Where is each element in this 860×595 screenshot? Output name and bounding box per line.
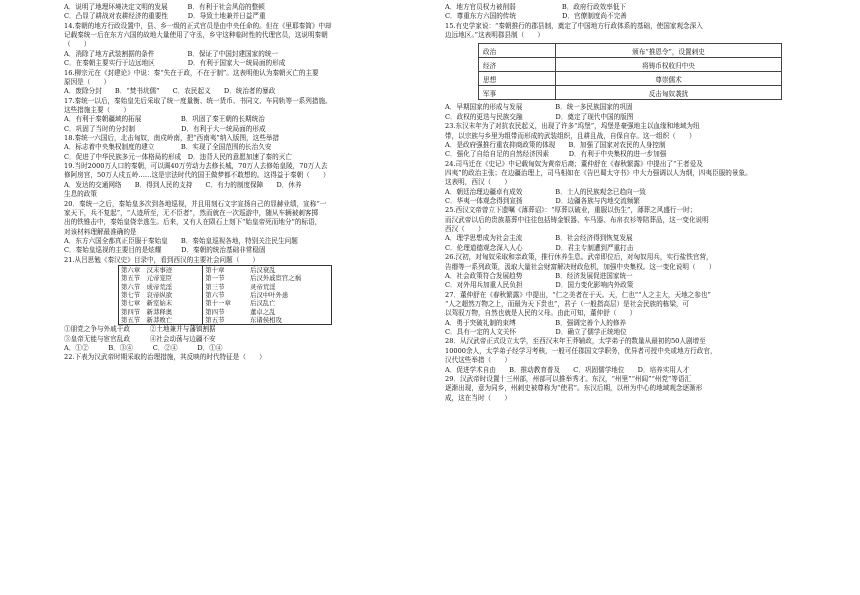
toc-cell: 第四节 <box>205 307 225 316</box>
text-line: A．有利于秦朝疆域的拓展 B．巩固了秦王朝的长期统治 <box>64 115 265 124</box>
policy-measure: 反击匈奴袭扰 <box>556 86 782 100</box>
text-line: 逐渐出现，意为同乡，州刺史被尊称为“使君”。东汉后期，以州为中心的地域观念逐渐形 <box>445 384 703 393</box>
text-line: 29．汉武帝时设置十三州部，州部可以推举秀才。东汉，“州里”“州闾”“州党”等语汇 <box>445 374 692 383</box>
text-line: C．强化了自给自足的自然经济因素 D．有利于中央集权的进一步加强 <box>445 150 667 159</box>
text-line: C．促进了中华民族多元一体格局的形成 D．违背人民的意愿加速了秦的灭亡 <box>64 152 292 161</box>
toc-row <box>119 291 332 299</box>
text-line: “人之超然万物之上，而最为天下贵也”，君子（一般指高层）是社会民族的栋梁，可 <box>445 299 690 308</box>
text-line: A．朝廷治理边疆卓有成效 B．士人的民族观念已趋向一致 <box>445 187 646 196</box>
text-line: 26.汉初，对匈奴采取和亲政策，推行休养生息。武帝即位后，对匈奴用兵，实行盐铁官营， <box>445 253 713 262</box>
text-line: A．社会政策符合发展趋势 B．经济发展促进国家统一 <box>445 271 633 280</box>
toc-row <box>119 308 332 316</box>
text-line: A．①② B．③④ C．②④ D．①④ <box>64 343 223 352</box>
text-line: 记载秦统一后在东方六国的故地大量使用了守丞，乡守这种临时性的代理官员，这说明秦朝 <box>64 31 328 40</box>
policy-row <box>479 86 782 100</box>
text-line: C．伦理道德观念深入人心 D．君主专制遭到严重打击 <box>445 243 634 252</box>
toc-cell: 第六章 汉末事迹 <box>119 266 203 275</box>
text-line: 20．秦统一之后，秦始皇多次到各地巡视，并且用刻石文字宣扬自己的显赫业绩，宣称“一 <box>64 199 327 208</box>
text-line: C．对外用兵加重人民负担 D．国力变化影响内外政策 <box>445 281 634 290</box>
toc-row <box>119 274 332 282</box>
text-line: A．地方官员权力被削弱 B．政府行政效率低下 <box>445 3 627 11</box>
text-line: C．尊重东方六国的传统 D．官僚制度尚不完善 <box>445 12 627 21</box>
text-line: C．凸显了耕战对农耕经济的重要性 D．导致土地兼并日益严重 <box>64 12 266 21</box>
left-questions-bottom <box>64 325 444 362</box>
toc-row <box>119 299 332 307</box>
text-line: 19.当时2000万人口的秦朝，可以调40万劳动力去修长城，70万人去修始皇陵，70万人去 <box>64 162 328 171</box>
table-of-contents <box>118 265 332 325</box>
text-line: 21.从吕思勉《秦汉史》目录中，看到西汉的主要社会问题（ ） <box>64 255 260 264</box>
text-line: 23.东汉末年为了对抗农民起义，出现了许多“坞堡”，坞堡是豪强地主以血缘和地域为纽 <box>445 122 700 131</box>
toc-cell: 第五节 <box>205 315 225 324</box>
text-line: 告缗等一系列政策，汲取大量社会财富解决财政危机，加强中央集权。这一变化说明（ ） <box>445 262 716 271</box>
text-line: 25.西汉文帝曾立下遗嘱《薄葬诏》：“厚葬以破业，重服以伤生”，薄葬之风盛行一时； <box>445 206 697 215</box>
toc-cell: 董卓之乱 <box>249 307 276 316</box>
text-line: 10000余人，太学弟子经学习考核，一般可任郡国文学职务，优异者可授中央或地方行政官， <box>445 346 717 355</box>
text-line: 对该材料理解最准确的是 <box>64 227 137 236</box>
text-line: A．废除分封 B．“焚书坑儒” C．农民起义 D．统治者的暴政 <box>64 87 276 96</box>
policy-row <box>479 44 782 58</box>
text-line: A．消除了地方武装割据的条件 B．保证了中国封建国家的统一 <box>64 49 279 58</box>
policy-category: 思想 <box>479 72 556 86</box>
text-line: A．说明了地理环境决定文明的发展 B．有利于社会风俗的整顿 <box>64 3 265 11</box>
text-line: 28．从汉武帝正式设立太学，至西汉末年王莽辅政，太学弟子的数量从最初的50人剧增至 <box>445 337 706 346</box>
text-line: 22.下表为汉武帝时期采取的治理措施，其反映的时代特征是（ ） <box>64 353 266 362</box>
right-column <box>445 3 825 403</box>
toc-cell: 第六节 成帝荒淫 <box>119 283 203 291</box>
text-line: 原因是（ ） <box>64 77 111 86</box>
toc-cell: 灵帝荒淫 <box>249 282 276 291</box>
text-line: C．具有一定的人文关怀 D．确立了儒学正统地位 <box>445 328 627 337</box>
text-line: C．秦始皇巡视的主要目的是炫耀 D．秦朝的统治基础非常稳固 <box>64 246 266 255</box>
text-line: A．勇于突破礼制的束缚 B．强调完善个人的修养 <box>445 318 627 327</box>
text-line: 而汉武帝以后的贵族墓葬中往往包括铸金银器、车马器、布帛衣衫等陪葬品，这一变化说明 <box>445 215 709 224</box>
text-line: A．东方六国全都真正臣服于秦始皇 B．秦始皇巡视各地，特别关注民生问题 <box>64 236 298 245</box>
text-line: 带，以宗族与乡里为组带而形成的武装组织，且耕且战，自保自存。这一组织（ ） <box>445 131 696 140</box>
policy-measure: 将铸币权收归中央 <box>556 58 782 72</box>
toc-cell: 后汉外戚宦官之祸 <box>249 274 302 283</box>
toc-cell: 第四节 新莽释奥 <box>119 308 203 316</box>
toc-cell: 第三节 <box>205 282 225 291</box>
toc-cell: 东诸侯相攻 <box>249 315 282 324</box>
text-line: A．理学思想成为社会主流 B．社会经济得到恢复发展 <box>445 234 633 243</box>
toc-row <box>119 316 332 325</box>
text-line: A．促进学术自由 B．推动教育普及 C．巩固儒学地位 D．培养实用人才 <box>445 365 690 374</box>
text-line: 生息的政策 <box>64 190 97 199</box>
text-line: 这些措施主要（ ） <box>64 105 130 114</box>
text-line: 以驾驭万物，自然也就是人民的父母。由此可知，董仲舒（ ） <box>445 309 637 318</box>
text-line: C．巩固了当时的分封制 D．有利于大一统局面的形成 <box>64 124 266 133</box>
text-line: 家天下，兵不复起”，“人迹所至，无不臣者”，然而就在一次巡游中，随从车辆被刺客掷 <box>64 208 319 217</box>
toc-cell: 第五节 元帝宠臣 <box>119 274 203 282</box>
toc-row <box>119 283 332 291</box>
toc-cell: 第十一章 <box>205 299 231 308</box>
text-line: 14.秦朝的地方行政设置中，县、乡一级的正式官员是由中央任命的。但在《里耶秦简》中却 <box>64 21 332 30</box>
policy-category: 军事 <box>479 86 556 100</box>
text-line: 15.有史学家说：“秦朝推行的郡县制，奠定了中国地方行政体系的基础，使国家观念深入 <box>445 21 703 30</box>
right-questions-bottom <box>445 103 825 403</box>
left-questions-top <box>64 3 444 265</box>
toc-cell: 第六节 <box>205 290 225 299</box>
policy-row <box>479 58 782 72</box>
policy-table <box>478 43 782 100</box>
text-line: 27．董仲舒在《春秋繁露》中提出，“仁之美者在于天。天，仁也”“人之主大，天地之参也” <box>445 290 711 299</box>
text-line: 边远地区。”这表明郡县制（ ） <box>445 31 544 40</box>
text-line: ③皇帝无能与宦官乱政 ④社会动荡与边疆不安 <box>64 334 216 343</box>
text-line: C．政权的更迭与民族交融 D．奠定了现代中国的版图 <box>445 112 634 121</box>
toc-cell: 后汉中叶外患 <box>249 290 289 299</box>
text-line: 四夷”的政治主张；在边疆治理上，司马相如在《告巴蜀太守书》中大力强调以人为纲，四夷臣服的景象。 <box>445 168 752 177</box>
policy-row <box>479 72 782 86</box>
policy-measure: 颁布“推恩令”，设置刺史 <box>556 44 782 58</box>
text-line: 出的铁锥击中，秦始皇侥幸逃生。后来，又有人在陨石上刻下“始皇帝死而地分”的标语， <box>64 218 322 227</box>
text-line: 修阿房宫，50万人戍五岭……这是宗法时代的国王做梦都不敢想的。这得益于秦朝（ ） <box>64 171 330 180</box>
toc-cell: 第一节 <box>205 274 225 283</box>
text-line: （ ） <box>64 40 91 49</box>
policy-category: 政治 <box>479 44 556 58</box>
text-line: 这表明，西汉（ ） <box>445 178 511 187</box>
toc-cell: 后汉衰乱 <box>249 266 276 275</box>
toc-cell: 第七节 哀帝纵欲 <box>119 291 203 299</box>
text-line: 18.秦统一六国后，北击匈奴，南戍岭南，把“西南夷”纳入版图，这些举措 <box>64 134 280 143</box>
toc-cell: 第五节 新莽败亡 <box>119 316 203 325</box>
toc-cell: 后汉乱亡 <box>249 299 276 308</box>
text-line: 成，这在当时（ ） <box>445 393 511 402</box>
policy-category: 经济 <box>479 58 556 72</box>
text-line: 24.司马迁在《史记》中记载匈奴为黄帝后裔；董仲舒在《春秋繁露》中提出了“王者爱及 <box>445 159 703 168</box>
text-line: C．华夷一体观念得到宣扬 D．边疆各族与内地交流频繁 <box>445 197 640 206</box>
text-line: C．在秦朝主要实行于边远地区 D．有利于国家大一统局面的形成 <box>64 59 286 68</box>
text-line: ①朋党之争与外戚干政 ②土地兼并与藩镇割据 <box>64 325 216 334</box>
toc-cell: 第十章 <box>205 266 225 275</box>
text-line: 17.秦统一以后，秦始皇先后采取了统一度量衡、统一货币、书同文、车同轨等一系列措施。 <box>64 96 332 105</box>
text-line: A．发达的交通网络 B．得到人民的支持 C．有力的制度保障 D．休养 <box>64 180 302 189</box>
left-column <box>64 3 444 363</box>
toc-cell: 第七章 新室始末 <box>119 299 203 307</box>
text-line: A．标志着中央集权制度的建立 B．实现了全国范围的长治久安 <box>64 143 272 152</box>
text-line: A．早期国家的形成与发展 B．统一多民族国家的巩固 <box>445 103 633 112</box>
policy-measure: 尊崇儒术 <box>556 72 782 86</box>
right-questions-top <box>445 3 825 40</box>
text-line: 西汉（ ） <box>445 225 485 234</box>
text-line: A．是政府强推行重农抑商政策的体现 B．加强了国家对农民的人身控制 <box>445 140 666 149</box>
text-line: 汉代这些举措（ ） <box>445 356 511 365</box>
text-line: 16.柳宗元在《封建论》中说：秦“失在于政，不在于制”。这表明他认为秦朝灭亡的主要 <box>64 68 319 77</box>
